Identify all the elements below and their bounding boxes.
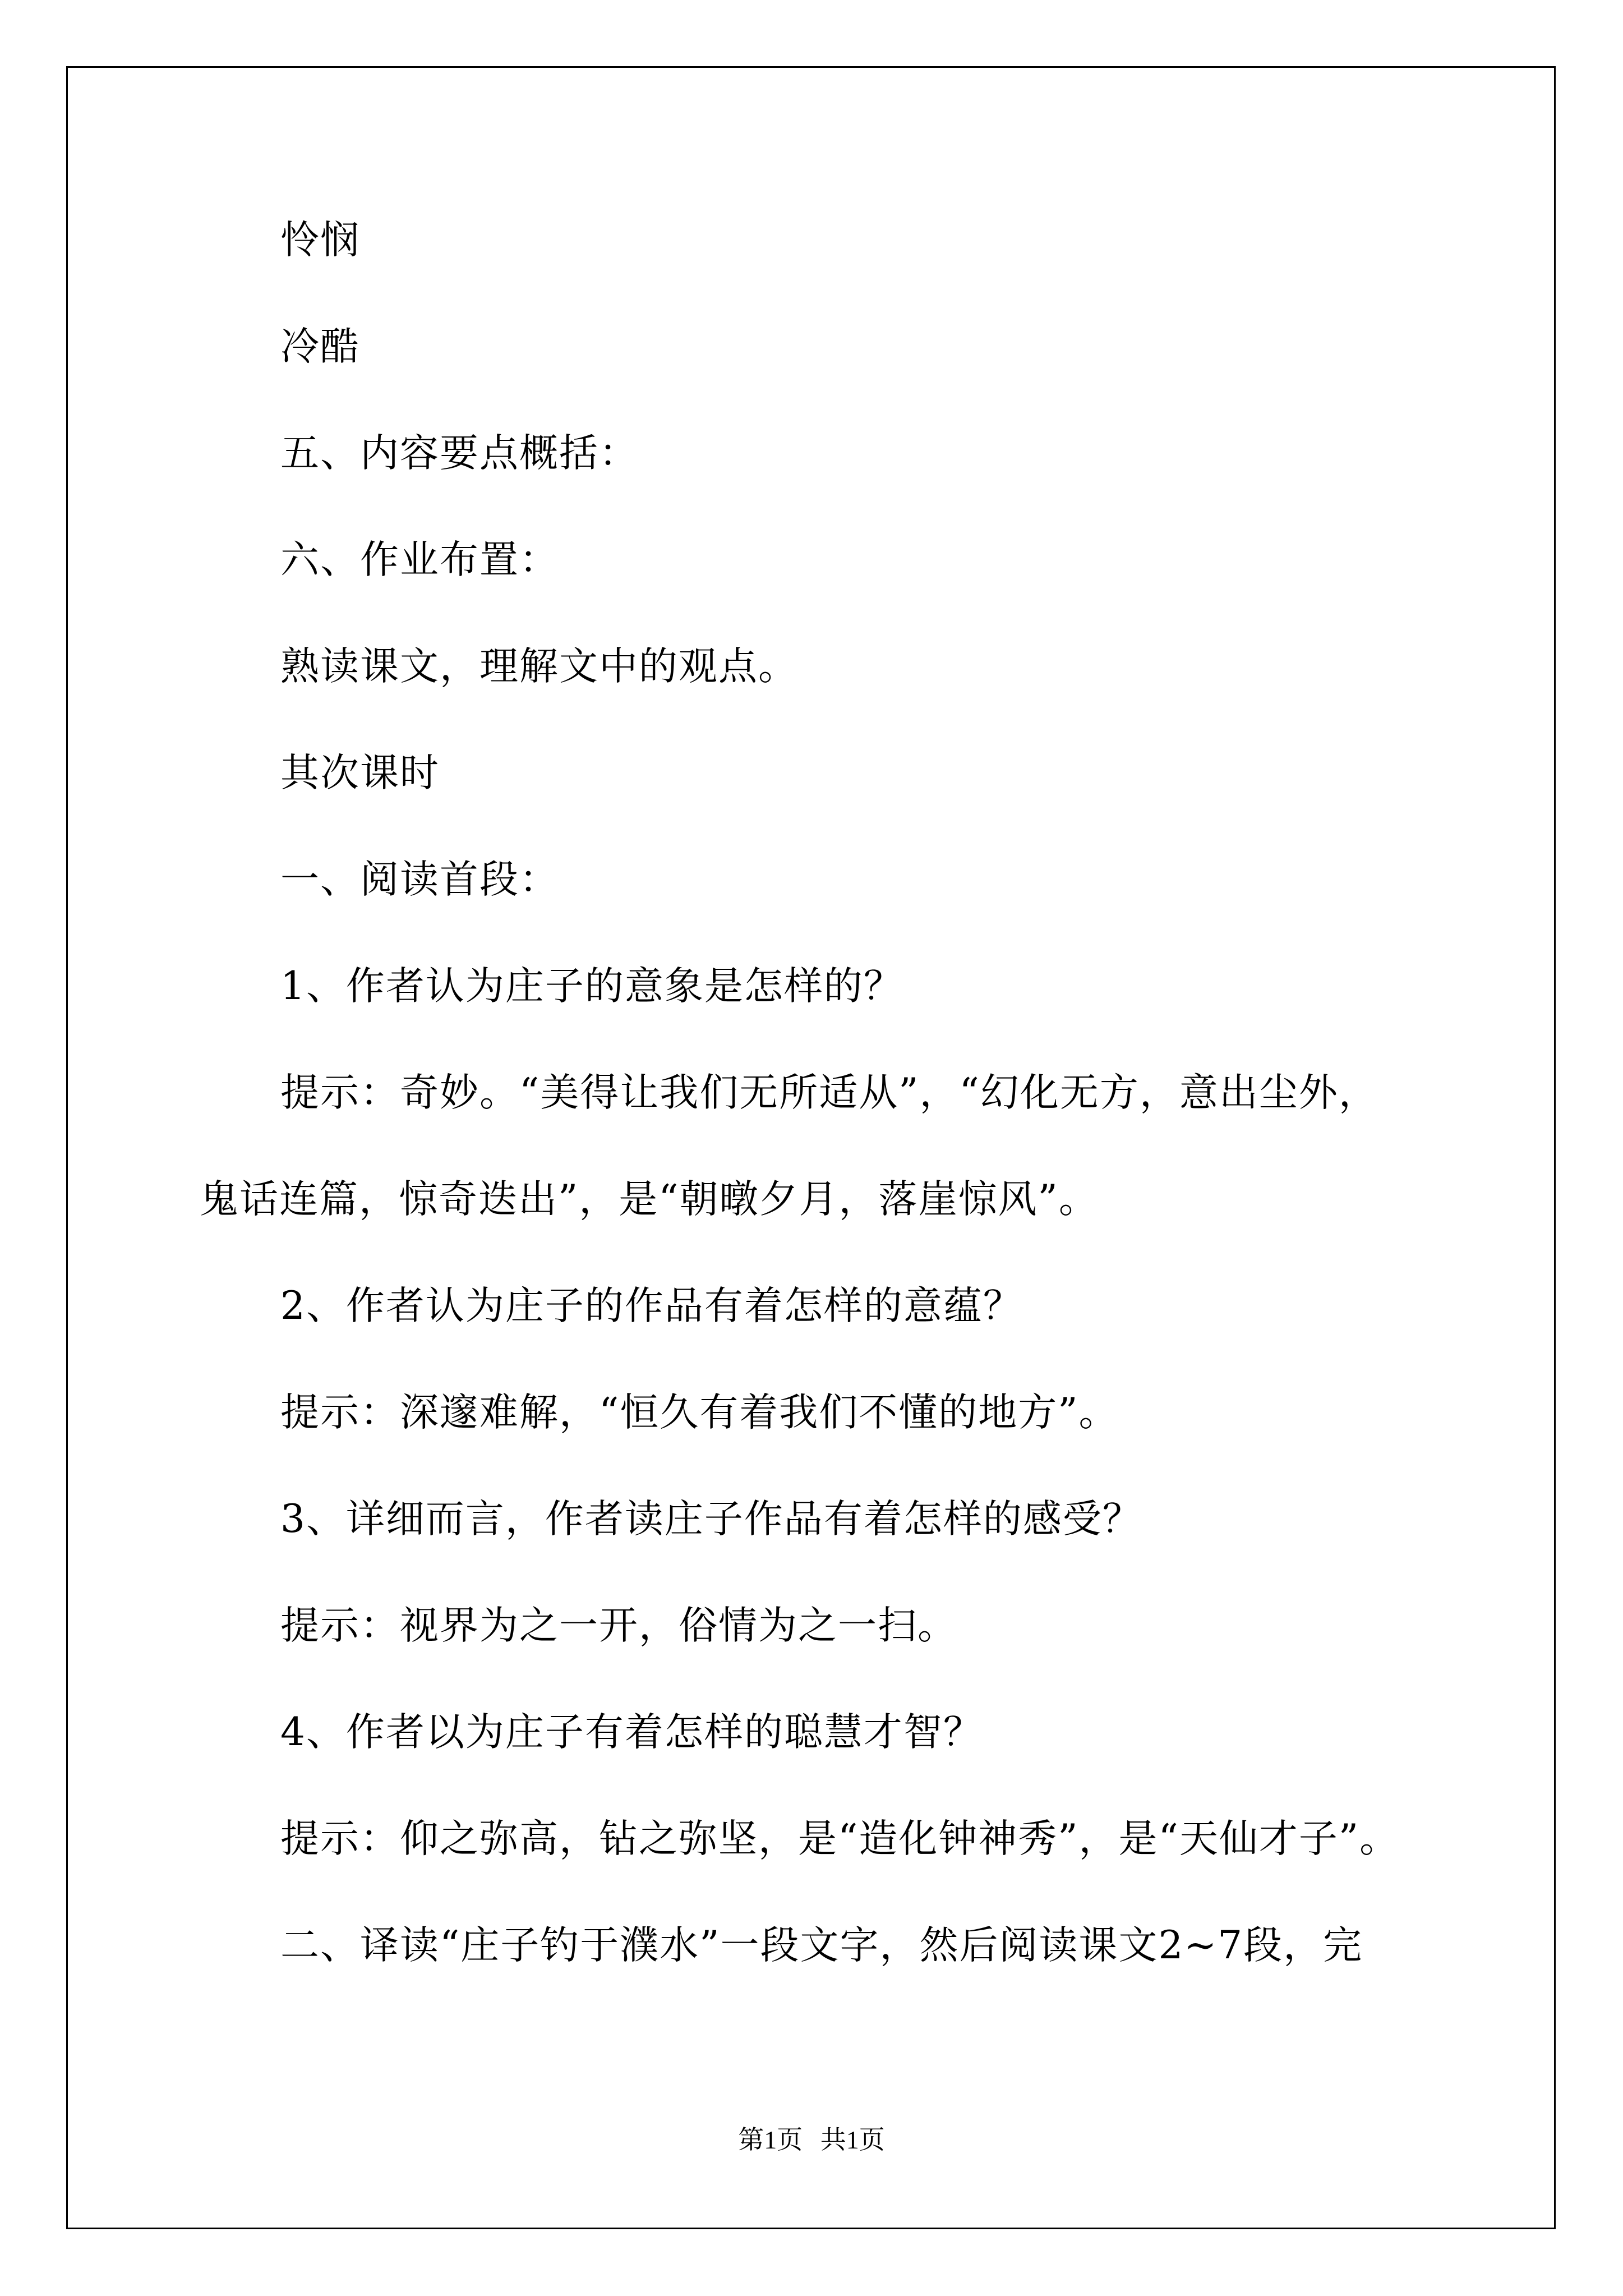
page-footer <box>0 2123 1623 2157</box>
page-number: 第1页 <box>738 2125 803 2154</box>
paragraph: 冷酷 <box>280 324 360 369</box>
paragraph: 提示：奇妙。“美得让我们无所适从”，“幻化无方，意出尘外， <box>280 1070 1378 1115</box>
paragraph: 其次课时 <box>280 751 440 795</box>
paragraph: 怜悯 <box>280 218 360 263</box>
paragraph: 熟读课文，理解文中的观点。 <box>280 644 798 689</box>
paragraph: 2、作者认为庄子的作品有着怎样的意蕴？ <box>280 1283 1023 1328</box>
page-border <box>66 66 1556 2229</box>
paragraph: 五、内容要点概括： <box>280 431 639 476</box>
paragraph: 二、译读“庄子钓于濮水”一段文字，然后阅读课文2~7段，完 <box>280 1923 1363 1968</box>
paragraph: 提示：视界为之一开，俗情为之一扫。 <box>280 1603 957 1648</box>
paragraph: 提示：深邃难解，“恒久有着我们不懂的地方”。 <box>280 1390 1119 1435</box>
paragraph: 4、作者以为庄子有着怎样的聪慧才智？ <box>280 1710 983 1755</box>
paragraph: 提示：仰之弥高，钻之弥坚，是“造化钟神秀”，是“天仙才子”。 <box>280 1816 1400 1861</box>
paragraph: 一、阅读首段： <box>280 857 559 902</box>
page-total: 共1页 <box>820 2125 885 2154</box>
paragraph: 3、详细而言，作者读庄子作品有着怎样的感受？ <box>280 1497 1142 1542</box>
paragraph: 1、作者认为庄子的意象是怎样的？ <box>280 964 903 1009</box>
paragraph-continuation: 鬼话连篇，惊奇迭出”，是“朝暾夕月，落崖惊风”。 <box>200 1177 1099 1222</box>
paragraph: 六、作业布置： <box>280 537 559 582</box>
